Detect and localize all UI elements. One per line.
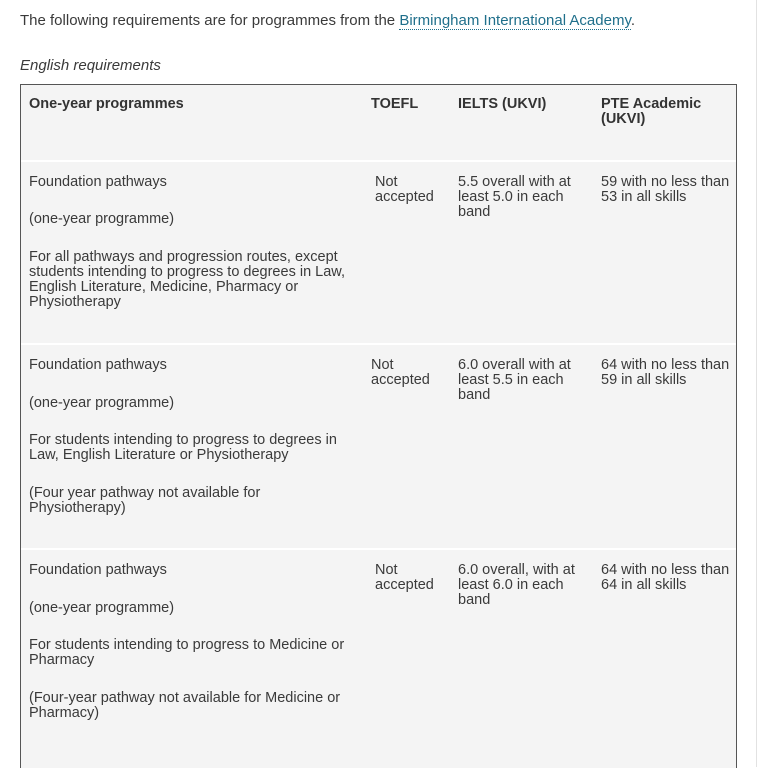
header-toefl: TOEFL (371, 96, 419, 112)
page-right-border (756, 0, 757, 767)
table-header-row (21, 85, 736, 160)
table-row (21, 345, 736, 548)
table-row (21, 550, 736, 768)
toefl-cell: Not accepted (375, 174, 434, 205)
intro-suffix: . (630, 12, 636, 29)
pte-cell: 64 with no less than 64 in all skills (601, 562, 730, 593)
header-ielts: IELTS (UKVI) (458, 96, 547, 112)
programme-cell (29, 358, 359, 516)
birmingham-international-academy-link[interactable]: Birmingham International Academy (399, 12, 631, 29)
ielts-cell: 6.0 overall, with at least 6.0 in each band (458, 562, 575, 608)
pte-cell: 59 with no less than 53 in all skills (601, 174, 730, 205)
intro-prefix: The following requirements are for programmes from the (20, 12, 400, 29)
programme-duration: (one-year programme) (29, 600, 175, 616)
english-requirements-table (20, 84, 737, 768)
programme-duration: (one-year programme) (29, 211, 175, 227)
programme-duration: (one-year programme) (29, 395, 175, 411)
header-pte: PTE Academic (UKVI) (601, 96, 702, 127)
programme-note: For all pathways and progression routes, except students intending to progress to degrees in Law, English Literature, Medicine, Pharmacy or Physiotherapy (29, 249, 345, 310)
programme-name: Foundation pathways (29, 174, 167, 190)
programme-note-secondary: (Four year pathway not available for Physiotherapy) (29, 485, 261, 516)
pte-cell: 64 with no less than 59 in all skills (601, 357, 730, 388)
table-caption: English requirements (20, 57, 161, 74)
programme-name: Foundation pathways (29, 562, 167, 578)
programme-cell (29, 563, 359, 721)
toefl-cell: Not accepted (371, 357, 430, 388)
ielts-cell: 6.0 overall with at least 5.5 in each band (458, 357, 571, 403)
programme-note: For students intending to progress to Medicine or Pharmacy (29, 637, 345, 668)
ielts-cell: 5.5 overall with at least 5.0 in each band (458, 174, 571, 220)
toefl-cell: Not accepted (375, 562, 434, 593)
programme-cell (29, 175, 359, 310)
intro-text (20, 11, 635, 30)
table-row (21, 162, 736, 343)
programme-note-secondary: (Four-year pathway not available for Medicine or Pharmacy) (29, 690, 341, 721)
programme-note: For students intending to progress to degrees in Law, English Literature or Physiotherapy (29, 432, 337, 463)
programme-name: Foundation pathways (29, 357, 167, 373)
header-programmes: One-year programmes (29, 96, 184, 112)
